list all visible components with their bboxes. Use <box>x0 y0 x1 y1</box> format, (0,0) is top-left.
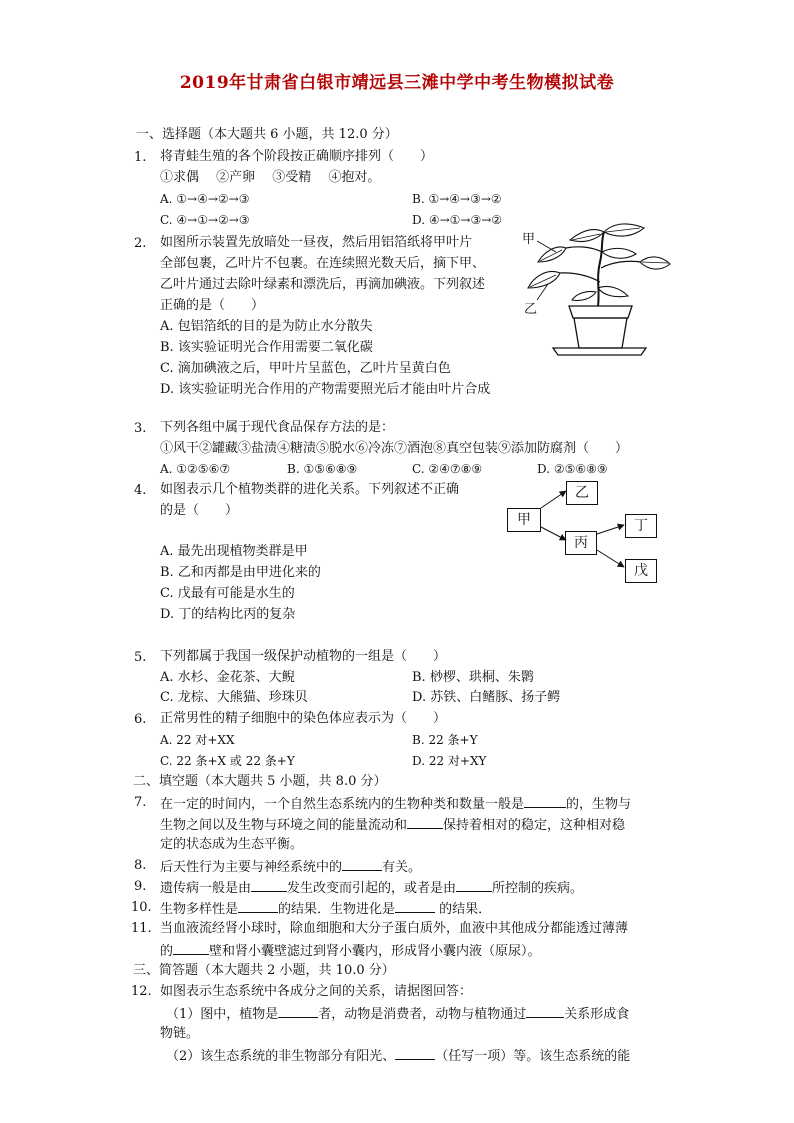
option-a: A. ①→④→②→③ <box>160 192 250 206</box>
question-stem: 下列都属于我国一级保护动植物的一组是（ ） <box>160 649 447 664</box>
question-items: ①风干②罐藏③盐渍④糖渍⑤脱水⑥冷冻⑦酒泡⑧真空包装⑨添加防腐剂（ ） <box>160 441 629 456</box>
q11-text: 当血液流经肾小球时，除血细胞和大分子蛋白质外，血液中其他成分都能透过薄薄 <box>160 921 629 936</box>
question-stem: 下列各组中属于现代食品保存方法的是： <box>160 420 395 435</box>
option-a: A. 水杉、金花茶、大鲵 <box>160 670 295 685</box>
question-stem: 正常男性的精子细胞中的染色体应表示为（ ） <box>160 711 447 726</box>
question-stem-line: 的是（ ） <box>160 503 239 518</box>
option-a: A. 最先出现植物类群是甲 <box>160 544 308 559</box>
option-a: A. ①②⑤⑥⑦ <box>160 462 231 476</box>
page-title: 2019年甘肃省白银市靖远县三滩中学中考生物模拟试卷 <box>179 73 615 93</box>
question-stem-line: 正确的是（ ） <box>160 298 265 313</box>
option-b: B. 桫椤、珙桐、朱鹮 <box>412 670 534 685</box>
question-stem-line: 如图所示装置先放暗处一昼夜，然后用铝箔纸将甲叶片 <box>160 235 473 250</box>
question-number: 9. <box>134 879 147 894</box>
q9-text: 遗传病一般是由 <box>160 881 252 896</box>
q12-text: 物链。 <box>160 1026 200 1041</box>
answer-blank[interactable] <box>524 795 566 808</box>
option-a: A. 包铝箔纸的目的是为防止水分散失 <box>160 319 373 334</box>
label-leaf-yi: 乙 <box>524 302 538 317</box>
option-a: A. 22 对+XX <box>160 733 235 747</box>
answer-blank[interactable] <box>342 858 382 871</box>
box-bing: 丙 <box>565 531 597 555</box>
q8-text: 有关。 <box>382 860 422 875</box>
option-c: C. 22 条+X 或 22 条+Y <box>160 754 295 768</box>
q10-text: 生物多样性是 <box>160 902 239 917</box>
question-stem-line: 全部包裹，乙叶片不包裹。在连续照光数天后，摘下甲、 <box>160 256 486 271</box>
answer-blank[interactable] <box>278 1005 318 1018</box>
option-d: D. 苏铁、白鳍豚、扬子鳄 <box>412 690 561 705</box>
answer-blank[interactable] <box>238 900 278 913</box>
answer-blank[interactable] <box>395 900 435 913</box>
q10-text: 的结果．生物进化是 <box>278 902 396 917</box>
answer-blank[interactable] <box>251 879 287 892</box>
q8-text: 后天性行为主要与神经系统中的 <box>160 860 343 875</box>
q12-text: （2）该生态系统的非生物部分有阳光、 <box>166 1049 396 1064</box>
q7-text: 保持着相对的稳定，这种相对稳 <box>443 818 626 833</box>
option-d: D. ④→①→③→② <box>412 213 503 227</box>
option-d: D. 该实验证明光合作用的产物需要照光后才能由叶片合成 <box>160 382 491 397</box>
option-d: D. 丁的结构比丙的复杂 <box>160 607 296 622</box>
option-b: B. 乙和丙都是由甲进化来的 <box>160 565 321 580</box>
q7-text: 生物之间以及生物与环境之间的能量流动和 <box>160 818 408 833</box>
question-number: 3. <box>134 421 147 436</box>
box-yi: 乙 <box>566 481 598 505</box>
question-number: 2. <box>134 236 147 251</box>
q11-text: 的 <box>160 944 174 959</box>
q7-text: 定的状态成为生态平衡。 <box>160 837 304 852</box>
option-b: B. ①→④→③→② <box>412 192 502 206</box>
question-number: 1. <box>134 150 147 165</box>
label-leaf-jia: 甲 <box>522 232 536 247</box>
option-b: B. 22 条+Y <box>412 733 478 747</box>
section-heading-choice: 一、选择题（本大题共 6 小题，共 12.0 分） <box>136 127 398 142</box>
question-stem-line: 乙叶片通过去除叶绿素和漂洗后，再滴加碘液。下列叙述 <box>160 277 486 292</box>
answer-blank[interactable] <box>407 816 443 829</box>
q9-text: 发生改变而引起的，或者是由 <box>287 881 457 896</box>
question-number: 10. <box>131 900 152 915</box>
question-number: 12. <box>131 984 152 999</box>
answer-blank[interactable] <box>456 879 492 892</box>
option-c: C. 龙棕、大熊猫、珍珠贝 <box>160 690 308 705</box>
q12-text: 关系形成食 <box>564 1007 630 1022</box>
question-items: ①求偶 ②产卵 ③受精 ④抱对。 <box>160 170 381 185</box>
option-b: B. 该实验证明光合作用需要二氧化碳 <box>160 340 373 355</box>
q9-text: 所控制的疾病。 <box>492 881 584 896</box>
q10-text: 的结果． <box>435 902 492 917</box>
section-heading-fill: 二、填空题（本大题共 5 小题，共 8.0 分） <box>133 774 387 789</box>
q12-text: 者，动物是消费者，动物与植物通过 <box>318 1007 527 1022</box>
question-stem: 如图表示生态系统中各成分之间的关系，请据图回答： <box>160 984 473 999</box>
section-heading-short-answer: 三、简答题（本大题共 2 小题，共 10.0 分） <box>133 963 395 978</box>
question-stem: 将青蛙生殖的各个阶段按正确顺序排列（ ） <box>160 149 434 164</box>
question-stem-line: 如图表示几个植物类群的进化关系。下列叙述不正确 <box>160 482 460 497</box>
question-number: 7. <box>134 795 147 810</box>
option-b: B. ①⑤⑥⑧⑨ <box>287 462 358 476</box>
box-ding: 丁 <box>625 514 657 538</box>
q7-text: 在一定的时间内，一个自然生态系统内的生物种类和数量一般是 <box>160 797 525 812</box>
question-number: 8. <box>134 858 147 873</box>
option-c: C. 戊最有可能是水生的 <box>160 586 295 601</box>
box-wu: 戊 <box>625 559 657 583</box>
box-jia: 甲 <box>507 508 541 532</box>
q12-text: （1）图中，植物是 <box>166 1007 279 1022</box>
answer-blank[interactable] <box>395 1047 435 1060</box>
question-number: 11. <box>131 921 152 936</box>
option-c: C. 滴加碘液之后，甲叶片呈蓝色，乙叶片呈黄白色 <box>160 361 451 376</box>
answer-blank[interactable] <box>173 942 209 955</box>
q12-text: （任写一项）等。该生态系统的能 <box>435 1049 631 1064</box>
question-number: 4. <box>134 483 147 498</box>
question-number: 6. <box>134 712 147 727</box>
question-number: 5. <box>134 650 147 665</box>
option-d: D. 22 对+XY <box>412 754 487 768</box>
q7-text: 的，生物与 <box>566 797 632 812</box>
q11-text: 壁和肾小囊壁滤过到肾小囊内，形成肾小囊内液（原尿）。 <box>209 944 541 959</box>
option-c: C. ②④⑦⑧⑨ <box>412 462 483 476</box>
answer-blank[interactable] <box>526 1005 564 1018</box>
option-c: C. ④→①→②→③ <box>160 213 250 227</box>
option-d: D. ②⑤⑥⑧⑨ <box>537 462 608 476</box>
